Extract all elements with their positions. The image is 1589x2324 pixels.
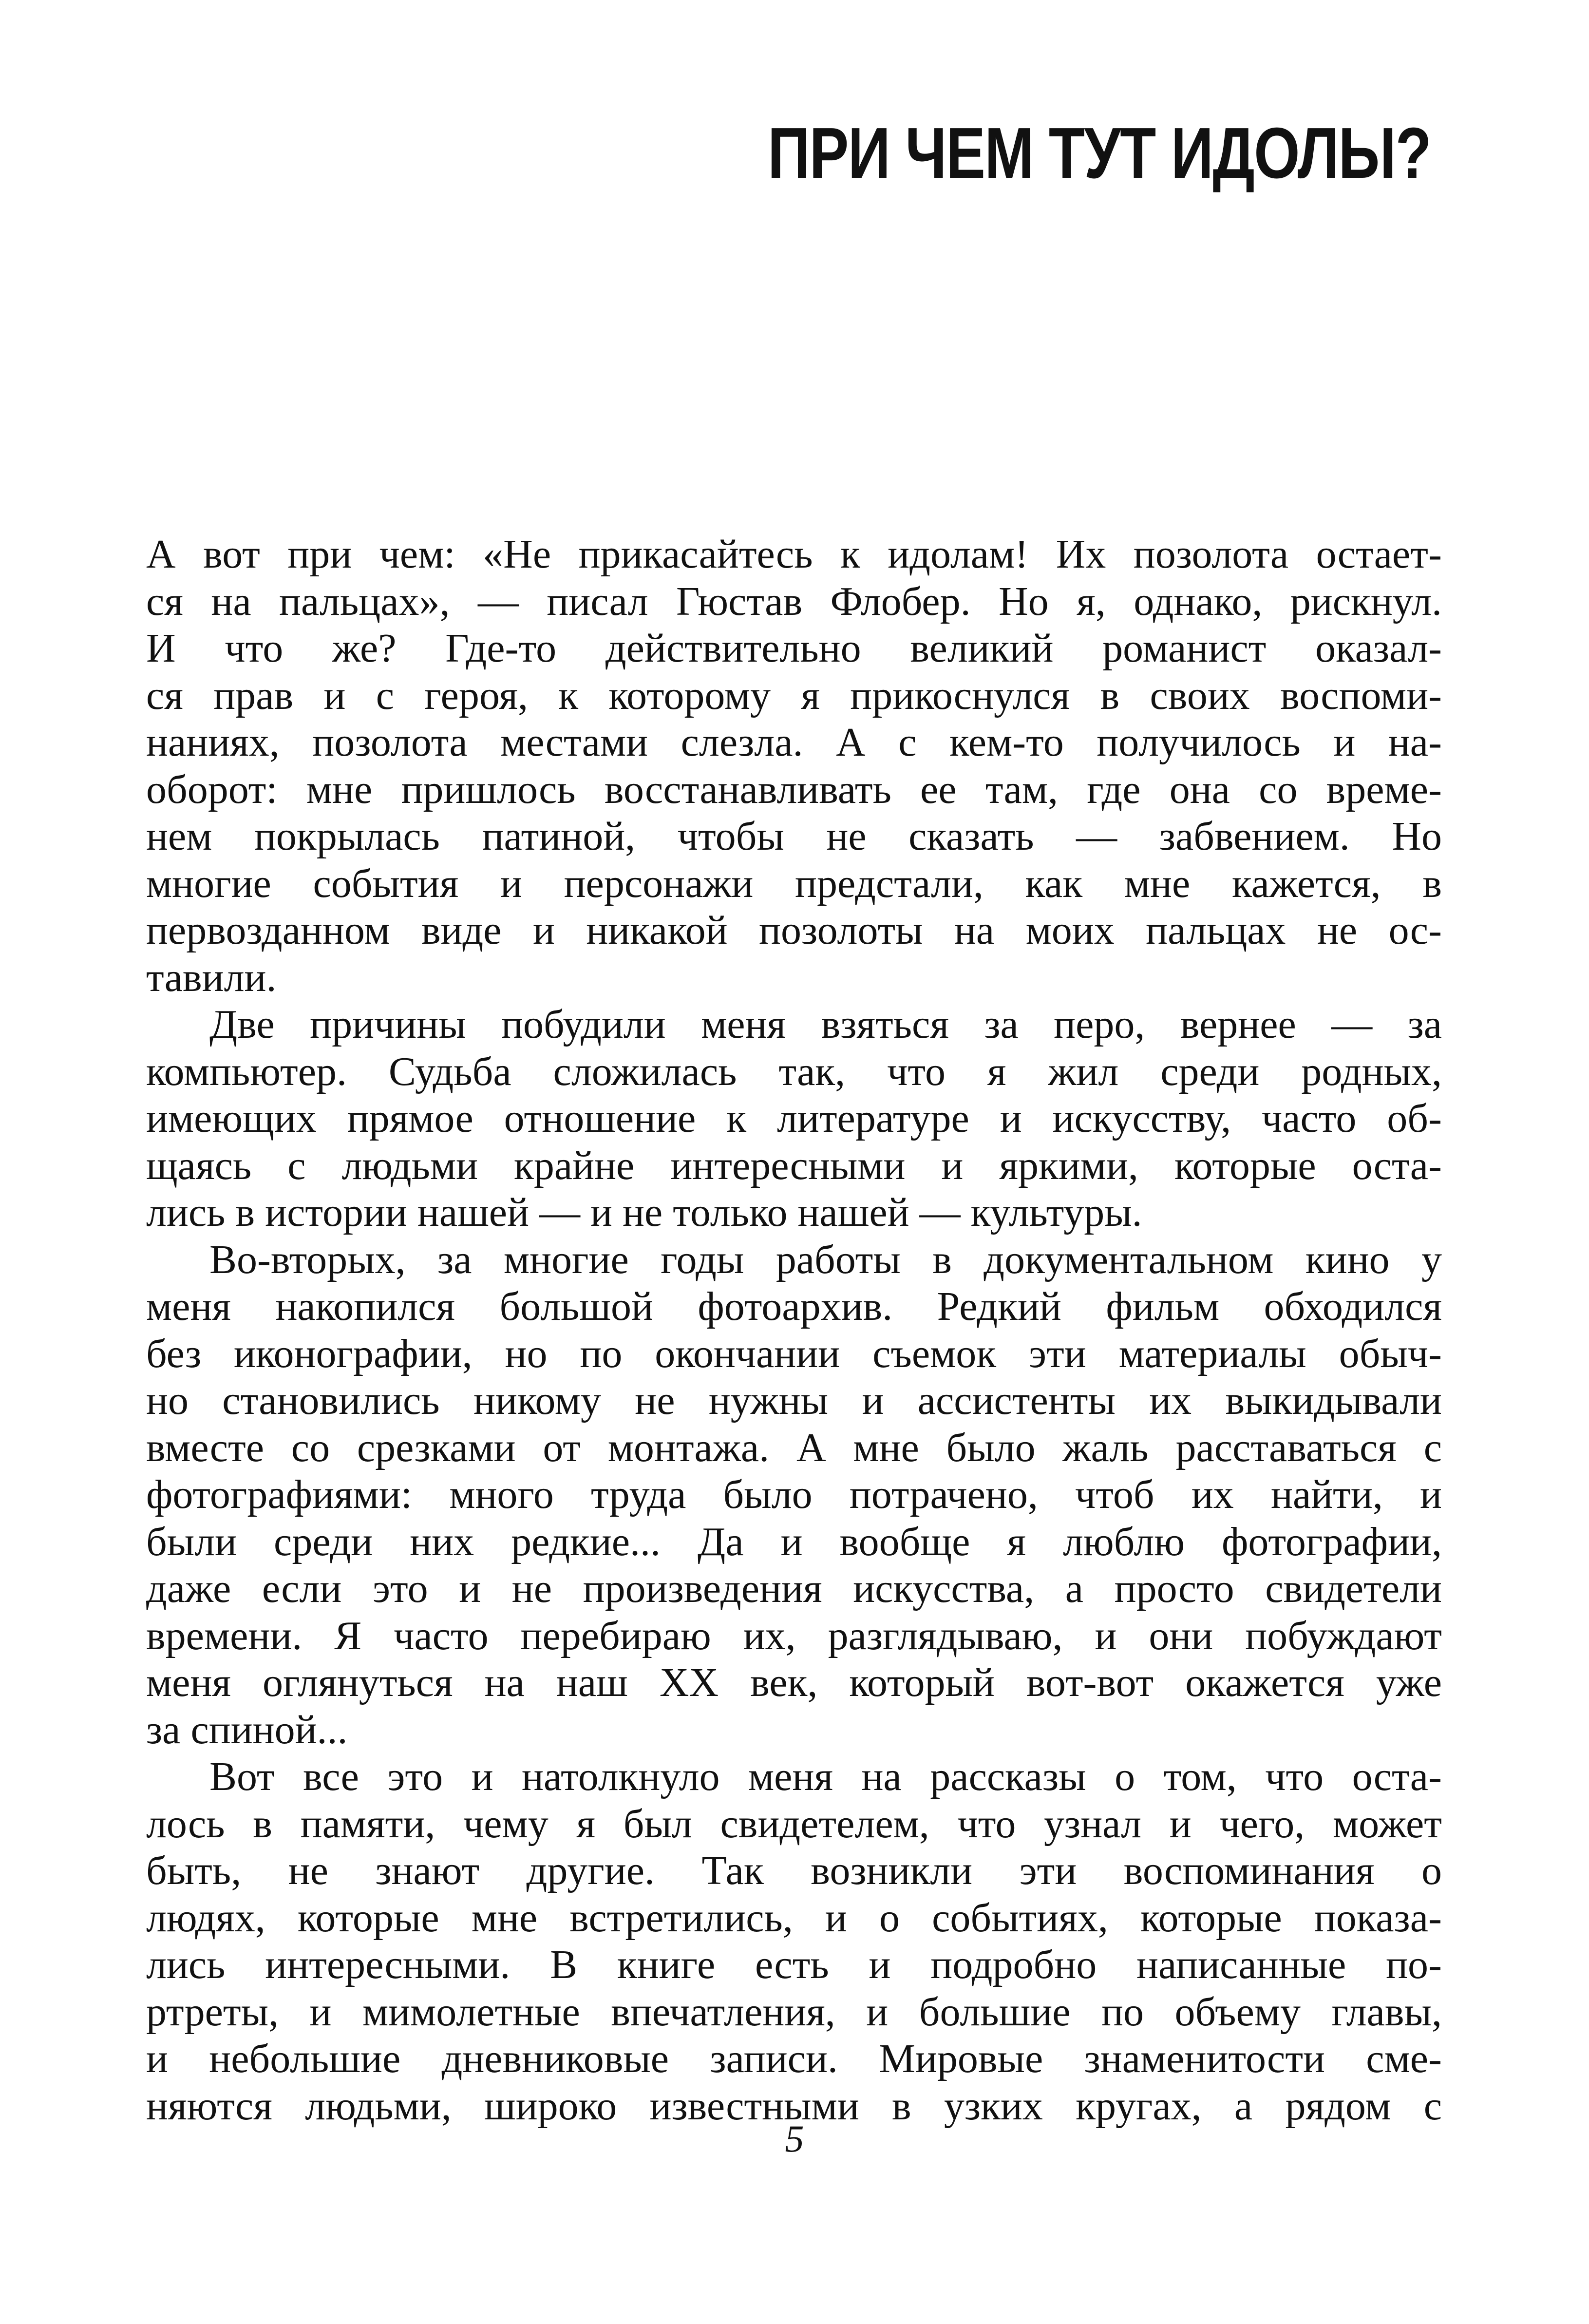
paragraph-1: [146, 531, 1442, 1001]
text-line: были среди них редкие... Да и вообще я люблю фотографии,: [146, 1519, 1442, 1564]
text-line: няются людьми, широко известными в узких кругах, а рядом с: [146, 2083, 1442, 2129]
text-line: ртреты, и мимолетные впечатления, и большие по объему главы,: [146, 1989, 1442, 2035]
text-line: щаясь с людьми крайне интересными и яркими, которые оста-: [146, 1143, 1442, 1188]
text-line: и небольшие дневниковые записи. Мировые знаменитости сме-: [146, 2036, 1442, 2081]
text-line: Вот все это и натолкнуло меня на рассказы о том, что оста-: [209, 1754, 1442, 1799]
paragraph-4: [146, 1753, 1442, 2130]
text-line: ся на пальцах», — писал Гюстав Флобер. Но я, однако, рискнул.: [146, 578, 1442, 624]
text-line: даже если это и не произведения искусства, а просто свидетели: [146, 1566, 1442, 1611]
text-line: меня оглянуться на наш XX век, который вот-вот окажется уже: [146, 1660, 1442, 1705]
text-line: меня накопился большой фотоархив. Редкий фильм обходился: [146, 1284, 1442, 1329]
text-line: фотографиями: много труда было потрачено, чтоб их найти, и: [146, 1472, 1442, 1517]
text-line: первозданном виде и никакой позолоты на моих пальцах не ос-: [146, 908, 1442, 953]
text-line: но становились никому не нужны и ассистенты их выкидывали: [146, 1378, 1442, 1423]
text-line: оборот: мне пришлось восстанавливать ее там, где она со време-: [146, 766, 1442, 812]
text-line: Две причины побудили меня взяться за перо, вернее — за: [209, 1002, 1442, 1047]
paragraph-2: [146, 1001, 1442, 1237]
text-line: времени. Я часто перебираю их, разглядываю, и они побуждают: [146, 1613, 1442, 1658]
paragraph-3: [146, 1237, 1442, 1754]
text-line: лось в памяти, чему я был свидетелем, что узнал и чего, может: [146, 1801, 1442, 1847]
chapter-title: ПРИ ЧЕМ ТУТ ИДОЛЫ?: [767, 113, 1431, 193]
text-line: без иконографии, но по окончании съемок эти материалы обыч-: [146, 1331, 1442, 1376]
text-line: Во-вторых, за многие годы работы в документальном кино у: [209, 1237, 1442, 1282]
text-line: быть, не знают другие. Так возникли эти воспоминания о: [146, 1848, 1442, 1893]
text-line: людях, которые мне встретились, и о событиях, которые показа-: [146, 1895, 1442, 1941]
text-line: компьютер. Судьба сложилась так, что я жил среди родных,: [146, 1048, 1442, 1094]
text-line: нем покрылась патиной, чтобы не сказать — забвением. Но: [146, 814, 1442, 859]
text-line: многие события и персонажи предстали, как мне кажется, в: [146, 860, 1442, 906]
text-line: И что же? Где-то действительно великий романист оказал-: [146, 626, 1442, 671]
text-line: за спиной...: [146, 1707, 348, 1753]
text-line: ся прав и с героя, к которому я прикоснулся в своих воспоми-: [146, 672, 1442, 718]
text-line: вместе со срезками от монтажа. А мне было жаль расставаться с: [146, 1425, 1442, 1470]
text-line: лись интересными. В книге есть и подробно написанные по-: [146, 1942, 1442, 1987]
page-number: 5: [785, 2117, 804, 2160]
text-line: тавили.: [146, 954, 277, 1000]
text-line: наниях, позолота местами слезла. А с кем-то получилось и на-: [146, 720, 1442, 765]
text-line: лись в истории нашей — и не только нашей — культуры.: [146, 1190, 1142, 1235]
text-line: А вот при чем: «Не прикасайтесь к идолам! Их позолота остает-: [146, 532, 1442, 577]
text-line: имеющих прямое отношение к литературе и искусству, часто об-: [146, 1096, 1442, 1141]
body-text: [146, 531, 1442, 2130]
